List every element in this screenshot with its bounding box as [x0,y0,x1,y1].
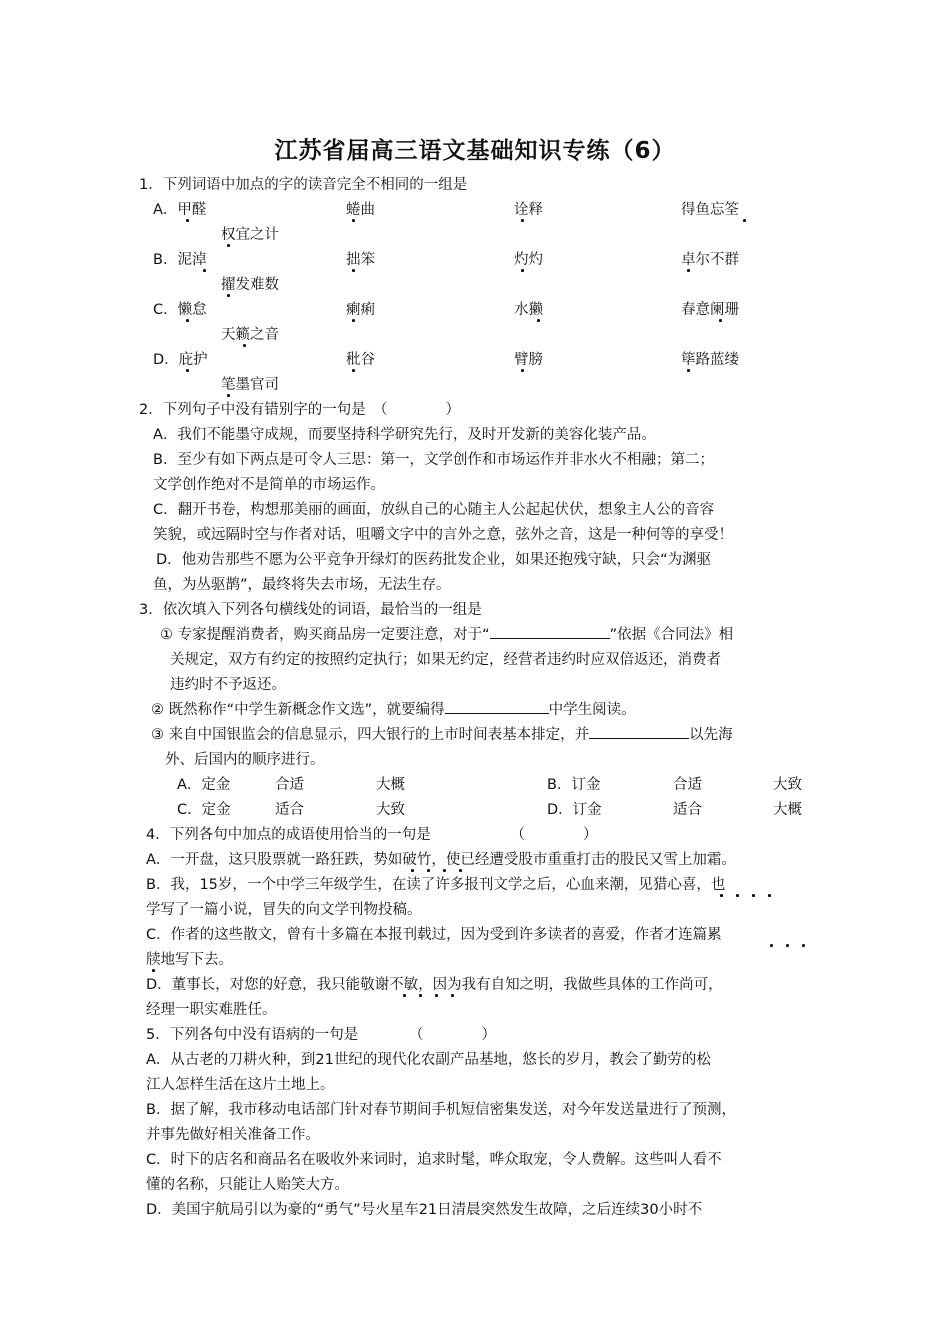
q4-option-a: A．一开盘，这只股票就一路狂跌，势如破竹，使已经遭受股市重重打击的股民又雪上加霜。 [146,852,736,868]
q3-option-a-word-3: 大概 [376,777,405,793]
emphasis-dot [403,994,406,997]
q5-option-b-line-1: B．据了解，我市移动电话部门针对春节期间手机短信密集发送，对今年发送量进行了预测， [146,1102,736,1118]
q1-option-a-label: A．甲醛 [153,202,207,218]
q5-option-a-line-1: A．从古老的刀耕火种，到21世纪的现代化农副产品基地，悠长的岁月，教会了勤劳的松 [146,1052,711,1068]
q3-option-b-word-3: 大致 [773,777,802,793]
q1-option-d-word-5: 笔墨官司 [221,377,279,393]
emphasis-dot [736,894,739,897]
q1-option-d-label: D．庇护 [153,352,208,368]
emphasis-dot [752,894,755,897]
q1-option-b-word-3: 灼灼 [514,252,543,268]
emphasis-dot [770,944,773,947]
q1-option-d-word-4: 筚路蓝缕 [681,352,739,368]
emphasis-dot [419,994,422,997]
emphasis-dot [459,869,462,872]
q2-option-c-line-1: C．翻开书卷，构想那美丽的画面，放纵自己的心随主人公起起伏伏，想象主人公的音容 [153,502,715,518]
q1-option-c-word-4: 春意阑珊 [681,302,739,318]
question-4-stem: 4．下列各句中加点的成语使用恰当的一句是 （ ） [146,827,598,843]
q3-option-c-label: C．定金 [177,802,231,818]
q4-option-c-line-2: 牍地写下去。 [146,952,233,968]
page-title: 江苏省届高三语文基础知识专练（6） [274,138,676,164]
q4-option-c-line-1: C．作者的这些散文，曾有十多篇在本报刊载过，因为受到许多读者的喜爱，作者才连篇累 [146,927,722,943]
q3-sentence-3-start: ③ 来自中国银监会的信息显示，四大银行的上市时间表基本排定，并 [151,727,590,743]
q5-option-a-line-2: 江人怎样生活在这片土地上。 [146,1077,335,1093]
q2-option-b-line-1: B．至少有如下两点是可令人三思：第一，文学创作和市场运作并非水火不相融；第二； [153,452,714,468]
q1-option-a-word-3: 诠释 [514,202,543,218]
q3-sentence-3-end: 以先海 [689,727,733,743]
q3-option-a-label: A．定金 [177,777,231,793]
q1-option-b-word-4: 卓尔不群 [681,252,739,268]
q1-option-d-word-2: 秕谷 [346,352,375,368]
question-5-stem: 5．下列各句中没有语病的一句是 （ ） [146,1027,496,1043]
q3-sentence-1-line-3: 违约时不予返还。 [170,677,286,693]
emphasis-dot [786,944,789,947]
emphasis-dot [435,994,438,997]
q3-sentence-1-start: ① 专家提醒消费者，购买商品房一定要注意，对于“ [160,627,490,643]
q2-option-b-line-2: 文学创作绝对不是简单的市场运作。 [153,477,385,493]
q2-option-a: A．我们不能墨守成规，而要坚持科学研究先行，及时开发新的美容化装产品。 [153,427,656,443]
q5-option-c-line-1: C．时下的店名和商品名在吸收外来词时，追求时髦，哗众取宠，令人费解。这些叫人看不 [146,1152,722,1168]
q3-option-c-word-3: 大致 [376,802,405,818]
q5-option-b-line-2: 并事先做好相关准备工作。 [146,1127,320,1143]
q3-option-b-word-2: 合适 [673,777,702,793]
emphasis-dot [720,894,723,897]
q4-option-d-line-2: 经理一职实难胜任。 [146,1002,277,1018]
q5-option-c-line-2: 懂的名称，只能让人贻笑大方。 [146,1177,349,1193]
q2-option-d-line-1: D．他劝告那些不愿为公平竞争开绿灯的医药批发企业，如果还抱残守缺，只会“为渊驱 [156,552,712,568]
q1-option-a-word-4: 得鱼忘筌 [681,202,739,218]
q1-option-b-label: B．泥淖 [153,252,207,268]
q1-option-a-word-2: 蜷曲 [346,202,375,218]
q1-option-c-word-5: 天籁之音 [221,327,279,343]
question-3-stem: 3．依次填入下列各句横线处的词语，最恰当的一组是 [139,602,482,618]
q3-sentence-3-line-2: 外、后国内的顺序进行。 [165,752,325,768]
q4-option-b-line-1: B．我，15岁，一个中学三年级学生，在读了许多报刊文学之后，心血来潮，见猎心喜，也 [146,877,726,893]
emphasis-dot [411,869,414,872]
emphasis-dot [443,869,446,872]
q2-option-c-line-2: 笑貌，或远隔时空与作者对话，咀嚼文字中的言外之意，弦外之音，这是一种何等的享受！ [153,527,733,543]
emphasis-dot [768,894,771,897]
q4-option-b-line-2: 学写了一篇小说，冒失的向文学刊物投稿。 [146,902,422,918]
question-2-stem: 2．下列句子中没有错别字的一句是 （ ） [139,402,460,418]
q3-option-a-word-2: 合适 [275,777,304,793]
emphasis-dot [152,969,155,972]
q3-option-d-label: D．订金 [547,802,602,818]
q1-option-a-word-5: 权宜之计 [221,227,279,243]
q1-option-c-word-3: 水獭 [514,302,543,318]
q3-option-d-word-2: 适合 [673,802,702,818]
q1-option-c-word-2: 瘌痢 [346,302,375,318]
question-1-stem: 1．下列词语中加点的字的读音完全不相同的一组是 [139,177,468,193]
q3-option-b-label: B．订金 [547,777,601,793]
emphasis-dot [451,994,454,997]
q2-option-d-line-2: 鱼，为丛驱鹊”，最终将失去市场，无法生存。 [153,577,451,593]
q1-option-b-word-5: 擢发难数 [221,277,279,293]
q3-sentence-1-line-2: 关规定，双方有约定的按照约定执行；如果无约定，经营者违约时应双倍返还，消费者 [170,652,721,668]
emphasis-dot [427,869,430,872]
q5-option-d-line-1: D．美国宇航局引以为豪的“勇气”号火星车21日清晨突然发生故障，之后连续30小时不 [146,1202,703,1218]
q4-option-d-line-1: D．董事长，对您的好意，我只能敬谢不敏，因为我有自知之明，我做些具体的工作尚可， [146,977,723,993]
q1-option-c-label: C．懒怠 [153,302,207,318]
q1-option-b-word-2: 拙笨 [346,252,375,268]
emphasis-dot [802,944,805,947]
q3-sentence-1-end: ”依据《合同法》相 [609,627,734,643]
q3-sentence-2-end: 中学生阅读。 [548,702,636,718]
q1-option-d-word-3: 臂膀 [514,352,543,368]
q3-option-d-word-3: 大概 [773,802,802,818]
q3-option-c-word-2: 适合 [275,802,304,818]
q3-sentence-2-start: ② 既然称作“中学生新概念作文选”，就要编得 [151,702,445,718]
